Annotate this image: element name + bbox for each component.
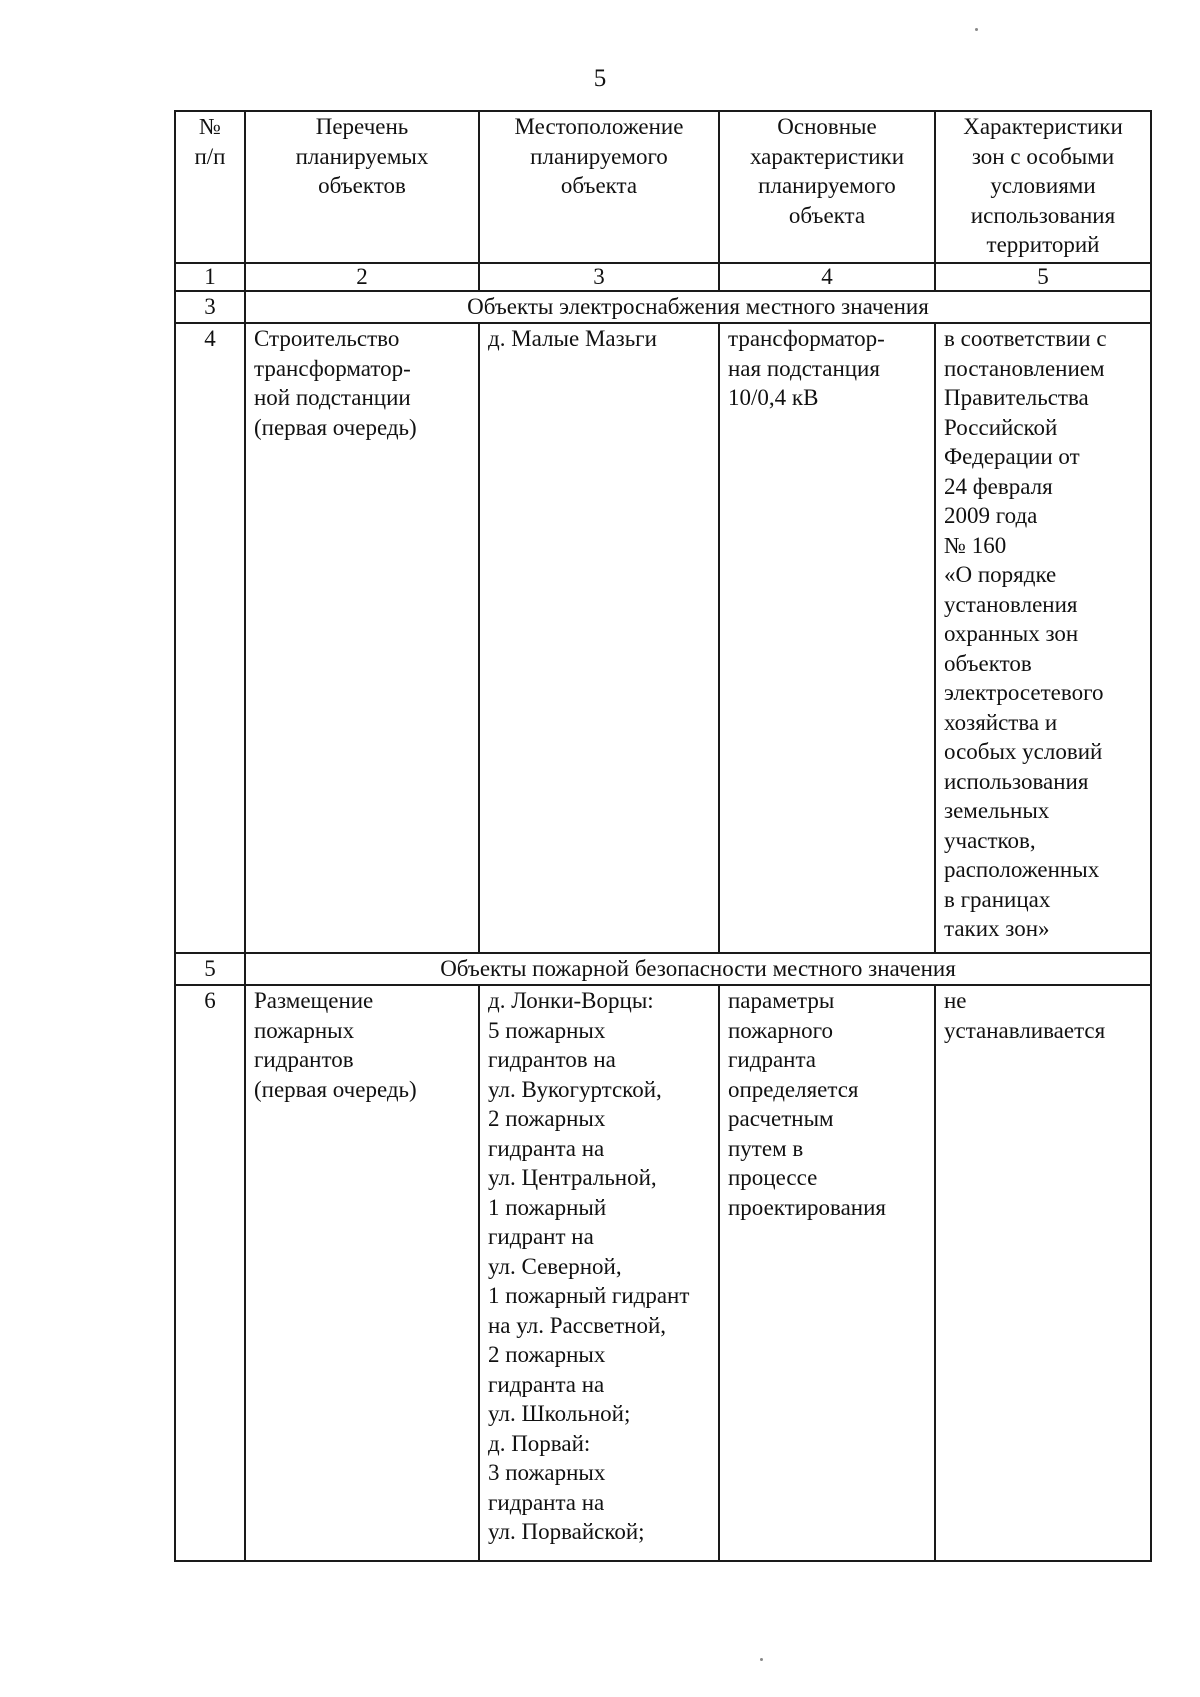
text-line: расчетным bbox=[728, 1106, 834, 1131]
text-line: трансформатор- bbox=[254, 355, 411, 381]
text-line: объектов bbox=[318, 173, 406, 198]
text-line: определяется bbox=[728, 1076, 859, 1102]
text-line: Перечень bbox=[315, 114, 409, 139]
text-line: расположенных bbox=[944, 857, 1100, 882]
text-line: зон с особыми bbox=[971, 143, 1115, 169]
scan-speck bbox=[975, 28, 978, 31]
text-line: д. Порвай: bbox=[488, 1430, 591, 1456]
row-number: 5 bbox=[175, 953, 245, 985]
text-line: территорий bbox=[986, 232, 1100, 257]
scan-speck bbox=[760, 1658, 763, 1661]
text-line: планируемого bbox=[530, 143, 668, 169]
text-line: 2009 года bbox=[944, 503, 1038, 528]
text-line: № 160 bbox=[944, 532, 1007, 558]
text-line: ул. Центральной, bbox=[488, 1165, 657, 1190]
object-name-cell bbox=[245, 985, 479, 1561]
row-number: 3 bbox=[175, 291, 245, 323]
page-number: 5 bbox=[593, 65, 607, 92]
text-line: гидрантов bbox=[254, 1047, 354, 1072]
table-row bbox=[175, 323, 1151, 953]
characteristics-cell bbox=[719, 985, 935, 1561]
text-line: объекта bbox=[788, 202, 866, 228]
text-line: ной подстанции bbox=[254, 385, 411, 410]
section-title: Объекты пожарной безопасности местного значения bbox=[245, 953, 1151, 985]
row-number: 6 bbox=[175, 985, 245, 1561]
text-line: Строительство bbox=[254, 326, 400, 351]
text-line: планируемых bbox=[295, 143, 429, 169]
location-cell bbox=[479, 323, 719, 953]
planned-objects-table bbox=[174, 110, 1152, 1562]
text-line: гидранта на bbox=[488, 1135, 605, 1161]
text-line: 1 пожарный гидрант bbox=[488, 1283, 690, 1308]
text-line: 24 февраля bbox=[944, 473, 1053, 499]
text-line: Федерации от bbox=[944, 444, 1080, 469]
text-line: характеристики bbox=[749, 143, 905, 169]
text-line: ная подстанция bbox=[728, 355, 880, 381]
column-number: 4 bbox=[719, 263, 935, 291]
text-line: трансформатор- bbox=[728, 326, 885, 351]
text-line: 1 пожарный bbox=[488, 1194, 607, 1220]
text-line: проектирования bbox=[728, 1194, 886, 1220]
header-location bbox=[479, 111, 719, 263]
text-line: гидранта на bbox=[488, 1371, 605, 1397]
table-header-row bbox=[175, 111, 1151, 263]
text-line: Размещение bbox=[254, 988, 374, 1013]
text-line: участков, bbox=[944, 827, 1036, 853]
text-line: 2 пожарных bbox=[488, 1342, 606, 1367]
text-line: путем в bbox=[728, 1135, 804, 1161]
text-line: планируемого bbox=[758, 173, 896, 198]
column-number: 5 bbox=[935, 263, 1151, 291]
text-line: ул. Северной, bbox=[488, 1253, 622, 1279]
text-line: Правительства bbox=[944, 385, 1089, 410]
text-line: таких зон» bbox=[944, 916, 1050, 941]
text-line: «О порядке bbox=[944, 562, 1057, 587]
text-line: п/п bbox=[194, 143, 226, 169]
text-line: процессе bbox=[728, 1165, 818, 1190]
header-main-characteristics bbox=[719, 111, 935, 263]
section-row-fire bbox=[175, 953, 1151, 985]
text-line: Российской bbox=[944, 414, 1058, 440]
text-line: гидрант на bbox=[488, 1224, 594, 1249]
text-line: Основные bbox=[777, 114, 877, 139]
header-number bbox=[175, 111, 245, 263]
text-line: объектов bbox=[944, 650, 1032, 676]
text-line: гидранта на bbox=[488, 1489, 605, 1515]
text-line: ул. Порвайской; bbox=[488, 1519, 645, 1544]
text-line: Местоположение bbox=[514, 114, 684, 139]
text-line: земельных bbox=[944, 798, 1050, 823]
zones-cell bbox=[935, 323, 1151, 953]
text-line: не bbox=[944, 988, 967, 1013]
text-line: 3 пожарных bbox=[488, 1460, 606, 1485]
text-line: особых условий bbox=[944, 739, 1103, 764]
text-line: (первая очередь) bbox=[254, 414, 417, 440]
text-line: в соответствии с bbox=[944, 326, 1107, 351]
text-line: в границах bbox=[944, 886, 1051, 912]
column-number: 3 bbox=[479, 263, 719, 291]
text-line: ул. Школьной; bbox=[488, 1401, 631, 1426]
text-line: № bbox=[199, 114, 221, 139]
header-objects-list bbox=[245, 111, 479, 263]
text-line: 10/0,4 кВ bbox=[728, 385, 819, 410]
section-title: Объекты электроснабжения местного значения bbox=[245, 291, 1151, 323]
table-row bbox=[175, 985, 1151, 1561]
text-line: хозяйства и bbox=[944, 709, 1058, 735]
text-line: (первая очередь) bbox=[254, 1076, 417, 1102]
row-number: 4 bbox=[175, 323, 245, 953]
text-line: условиями bbox=[990, 173, 1096, 198]
column-number: 1 bbox=[175, 263, 245, 291]
text-line: охранных зон bbox=[944, 621, 1079, 646]
text-line: гидранта bbox=[728, 1047, 817, 1072]
text-line: постановлением bbox=[944, 355, 1105, 381]
column-number: 2 bbox=[245, 263, 479, 291]
text-line: параметры bbox=[728, 988, 835, 1013]
section-row-electric bbox=[175, 291, 1151, 323]
text-line: ул. Вукогуртской, bbox=[488, 1076, 662, 1102]
text-line: Характеристики bbox=[963, 114, 1123, 139]
text-line: использования bbox=[944, 768, 1089, 794]
text-line: 2 пожарных bbox=[488, 1106, 606, 1131]
text-line: устанавливается bbox=[944, 1017, 1106, 1043]
text-line: д. Лонки-Ворцы: bbox=[488, 988, 654, 1013]
text-line: на ул. Рассветной, bbox=[488, 1312, 667, 1338]
text-line: гидрантов на bbox=[488, 1047, 616, 1072]
column-numbers-row bbox=[175, 263, 1151, 291]
text-line: пожарных bbox=[254, 1017, 355, 1043]
text-line: д. Малые Мазьги bbox=[488, 326, 657, 351]
text-line: объекта bbox=[560, 173, 638, 198]
object-name-cell bbox=[245, 323, 479, 953]
header-zone-characteristics bbox=[935, 111, 1151, 263]
zones-cell bbox=[935, 985, 1151, 1561]
text-line: 5 пожарных bbox=[488, 1017, 606, 1043]
text-line: установления bbox=[944, 591, 1078, 617]
text-line: электросетевого bbox=[944, 680, 1104, 705]
characteristics-cell bbox=[719, 323, 935, 953]
text-line: использования bbox=[970, 202, 1116, 228]
text-line: пожарного bbox=[728, 1017, 834, 1043]
location-cell bbox=[479, 985, 719, 1561]
